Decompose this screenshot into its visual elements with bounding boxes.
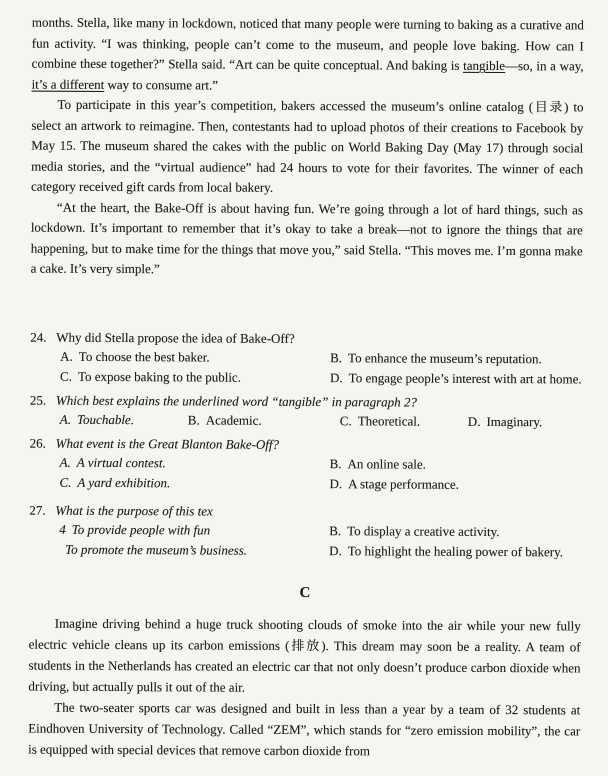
option-text: A yard exhibition.	[77, 474, 171, 490]
option-text: To promote the museum’s business.	[65, 541, 248, 558]
option-text: To highlight the healing power of bakery.	[347, 542, 564, 559]
question-text: Which best explains the underlined word “tangible” in paragraph 2?	[55, 392, 417, 410]
option-c	[59, 472, 329, 493]
underlined-phrase: it’s a different	[31, 76, 105, 92]
option-text: A stage performance.	[348, 475, 459, 492]
question-text: What event is the Great Blanton Bake-Off?	[55, 435, 280, 452]
option-label: B.	[329, 522, 342, 538]
option-label: A.	[59, 454, 71, 470]
question-number: 27.	[29, 502, 46, 518]
option-d	[468, 411, 582, 432]
option-c	[59, 539, 329, 560]
question-number: 25.	[29, 392, 47, 408]
reading-passage-c	[28, 612, 581, 762]
option-b	[329, 521, 581, 542]
option-text: Imaginary.	[486, 413, 543, 429]
passage-paragraph	[32, 13, 584, 98]
options-list	[29, 519, 581, 562]
option-text: To choose the best baker.	[78, 348, 210, 365]
text-segment: months. Stella, like many in lockdown, noticed that many people were turning to baking as a curative and fun activity. “I was thinking, people can’t come to the museum, and people love baking. How can I combine these together?” Stella said. “Art can be quite conceptual. And baking is	[31, 14, 584, 73]
section-heading: C	[299, 584, 311, 601]
option-text: To provide people with fun	[71, 521, 211, 538]
reading-passage-b	[31, 13, 584, 282]
option-a	[59, 519, 329, 540]
option-label: D.	[330, 369, 343, 385]
question-text: What is the purpose of this tex	[55, 502, 213, 519]
text-segment: way to consume art.”	[104, 76, 219, 93]
option-a	[60, 409, 188, 430]
question-number: 24.	[30, 329, 47, 345]
option-label: C.	[59, 474, 72, 490]
option-a	[60, 346, 330, 367]
passage-paragraph: Imagine driving behind a huge truck shooting clouds of smoke into the air while your new fully electric vehicle cleans up its carbon emissions (排放). This dream may soon be a reality. A team of students in the Netherlands has created an electric car that not only doesn’t produce carbon dioxide when driving, but actually pulls it out of the air.	[28, 615, 581, 695]
option-b	[330, 454, 582, 475]
question-text: Why did Stella propose the idea of Bake-Off?	[56, 329, 295, 346]
option-b	[330, 348, 582, 369]
question-26	[29, 433, 581, 495]
text-segment: —so, in a way,	[504, 58, 584, 74]
option-text: To engage people’s interest with art at home.	[348, 369, 582, 386]
questions-section	[29, 327, 582, 562]
option-label: B.	[330, 349, 343, 365]
section-c	[28, 583, 581, 762]
option-text: To display a creative activity.	[347, 522, 500, 539]
option-text: Touchable.	[76, 411, 135, 427]
question-24	[30, 327, 582, 389]
option-label: 4	[59, 521, 66, 537]
option-label: C.	[339, 412, 352, 428]
passage-paragraph: To participate in this year’s competition, bakers accessed the museum’s online catalog (目录) to select an artwork to reimagine. Then, contestants had to upload photos of their creations to Facebook by May 15. The museum shared the cakes with the public on World Baking Day (May 17) through social media stories, and the “virtual audience” had 24 hours to vote for their favorites. The winner of each category received gift cards from local bakery.	[31, 96, 584, 195]
option-label: B.	[329, 455, 342, 471]
option-label: D.	[467, 413, 481, 429]
underlined-word-tangible: tangible	[463, 57, 506, 74]
option-text: A virtual contest.	[76, 454, 166, 470]
option-label: A.	[59, 411, 72, 427]
option-a	[60, 452, 330, 473]
question-25	[30, 390, 582, 432]
option-label: C.	[60, 368, 73, 384]
option-label: A.	[60, 348, 73, 364]
option-d	[329, 541, 581, 562]
option-b	[188, 410, 340, 431]
option-text: Theoretical.	[357, 412, 421, 429]
option-label: B.	[187, 411, 200, 427]
question-number: 26.	[29, 435, 46, 451]
option-label: D.	[329, 542, 342, 558]
question-27	[29, 500, 581, 562]
passage-paragraph: The two-seater sports car was designed and built in less than a year by a team of 32 students at Eindhoven University of Technology. Called “ZEM”, which stands for “zero emission mobility”, the car is equipped with special devices that remove carbon dioxide from	[28, 699, 581, 758]
option-d	[329, 474, 581, 495]
option-c	[60, 366, 330, 387]
options-list	[29, 452, 581, 495]
options-list	[30, 346, 582, 389]
passage-paragraph: “At the heart, the Bake-Off is about having fun. We’re going through a lot of hard things, such as lockdown. It’s important to remember that it’s okay to take a break—not to ignore the things that are happening, but to make time for the things that move you,” said Stella. “This moves me. I’m gonna make a cake. It’s very simple.”	[30, 199, 583, 277]
options-list	[30, 409, 582, 432]
option-text: To enhance the museum’s reputation.	[348, 349, 542, 366]
option-c	[340, 411, 468, 432]
option-text: To expose baking to the public.	[77, 368, 242, 385]
option-text: Academic.	[205, 411, 262, 428]
option-d	[330, 368, 582, 389]
option-text: An online sale.	[347, 455, 426, 472]
option-label: D.	[329, 475, 343, 491]
